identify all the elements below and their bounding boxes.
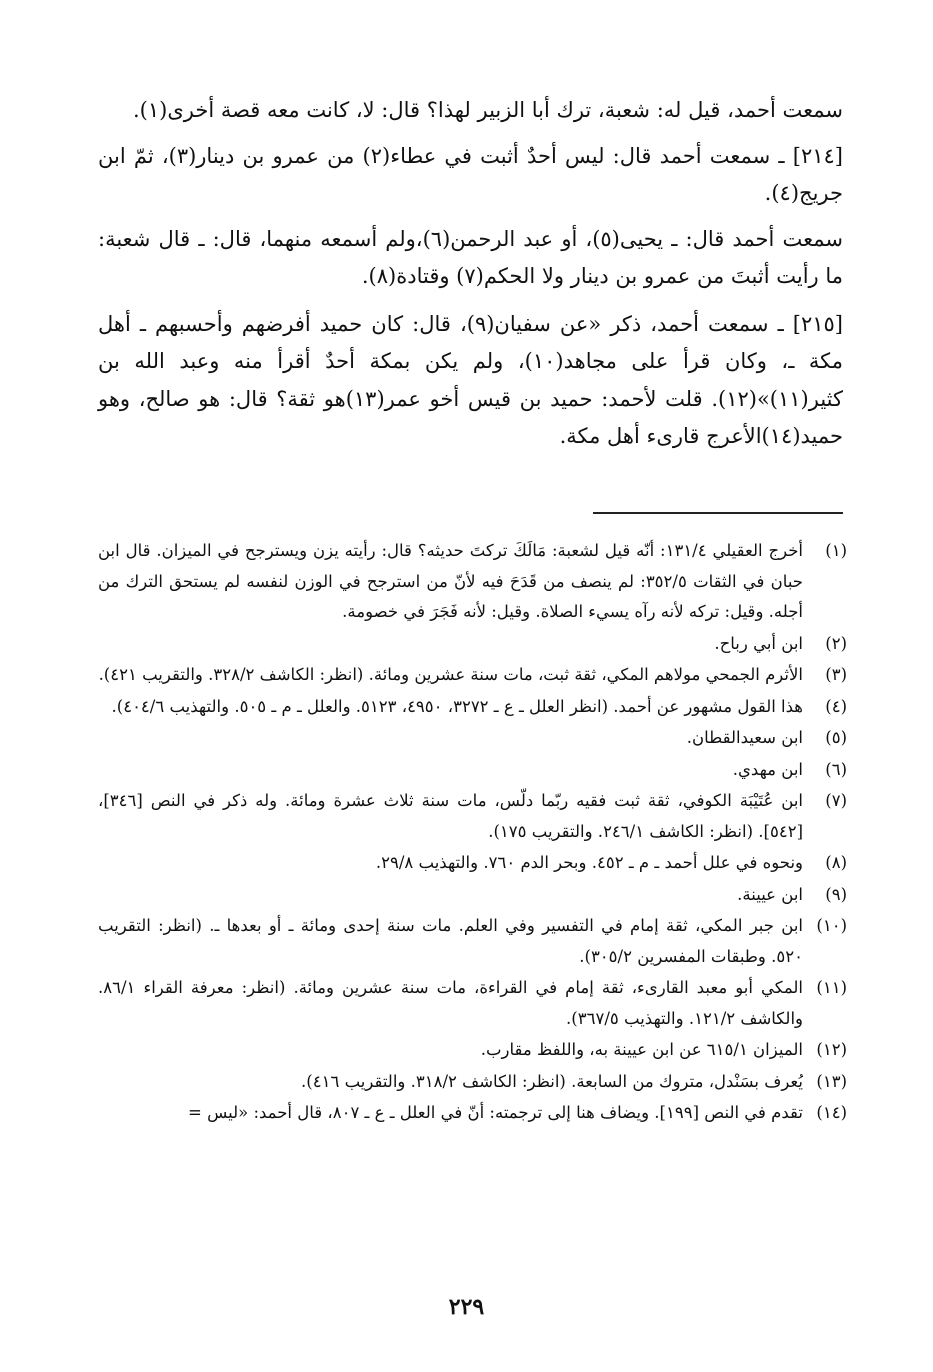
footnote-text: الميزان ٦١٥/١ عن ابن عيينة به، واللفظ مقارب. xyxy=(480,1040,803,1059)
footnote-number: (١٢) xyxy=(816,1040,847,1059)
footnote xyxy=(98,973,847,1034)
footnote xyxy=(98,786,847,847)
footnote-text: ابن سعيدالقطان. xyxy=(686,728,803,747)
main-paragraph: سمعت أحمد قال: ـ يحيى(٥)، أو عبد الرحمن(٦)،ولم أسمعه منهما، قال: ـ قال شعبة: ما رأيت أثبتَ من عمرو بن دينار ولا الحكم(٧) وقتادة(٨). xyxy=(98,226,843,288)
footnote xyxy=(98,911,847,972)
footnote-text: ابن جبر المكي، ثقة إمام في التفسير وفي العلم. مات سنة إحدى ومائة ـ أو بعدها ـ. (انظر: التقريب ٥٢٠. وطبقات المفسرين ٣٠٥/٢). xyxy=(98,916,803,966)
footnote-number: (٤) xyxy=(825,696,847,716)
footnote-number: (٩) xyxy=(825,884,847,904)
main-text xyxy=(98,92,843,456)
footnote-text: الأثرم الجمحي مولاهم المكي، ثقة ثبت، مات سنة عشرين ومائة. (انظر: الكاشف ٣٢٨/٢. والتقريب ٤٢١). xyxy=(98,665,803,684)
footnote-number: (١١) xyxy=(816,978,847,997)
footnote xyxy=(98,629,847,660)
main-paragraph: [٢١٥] ـ سمعت أحمد، ذكر «عن سفيان(٩)، قال: كان حميد أفرضهم وأحسبهم ـ أهل مكة ـ، وكان قرأ على مجاهد(١٠)، ولم يكن بمكة أحدٌ أقرأ منه وعبد الله بن كثير(١١)»(١٢). قلت لأحمد: حميد بن قيس أخو عمر(١٣)هو ثقة؟ قال: هو صالح، وهو حميد(١٤)الأعرج قارىء أهل مكة. xyxy=(98,311,844,448)
footnote-text: أخرج العقيلي ١٣١/٤: أنّه قيل لشعبة: مَالَكَ تركتَ حديثه؟ قال: رأيته يزن ويسترجح في الميزان. قال ابن حبان في الثقات ٣٥٢/٥: لم ينصف من قَدَحَ فيه لأنّ من استرجح في الوزن لنفسه لم يستحق الترك من أجله. وقيل: تركه لأنه رآه يسيء الصلاة. وقيل: لأنه فَجَرَ في خصومة. xyxy=(98,541,803,621)
footnote-text: ابن عيينة. xyxy=(737,884,803,904)
footnote-number: (١٠) xyxy=(816,916,847,935)
footnote-number: (٨) xyxy=(825,853,847,872)
footnote xyxy=(98,1067,847,1098)
footnote-text: يُعرف بسَنْدل، متروك من السابعة. (انظر: الكاشف ٣١٨/٢. والتقريب ٤١٦). xyxy=(301,1071,803,1091)
footnote-text: المكي أبو معبد القارىء، ثقة إمام في القراءة، مات سنة عشرين ومائة. (انظر: معرفة القراء ٨٦/١. والكاشف ١٢١/٢. والتهذيب ٣٦٧/٥). xyxy=(98,978,803,1028)
footnote xyxy=(98,660,847,691)
footnote xyxy=(98,723,847,754)
main-paragraph: [٢١٤] ـ سمعت أحمد قال: ليس أحدٌ أثبت في عطاء(٢) من عمرو بن دينار(٣)، ثمّ ابن جريج(٤). xyxy=(98,143,843,205)
footnote-number: (١٣) xyxy=(816,1071,847,1091)
footnote-text: ابن عُتَيْبَة الكوفي، ثقة ثبت فقيه ربّما دلّس، مات سنة ثلاث عشرة ومائة. وله ذكر في النص [٣٤٦]، [٥٤٢]. (انظر: الكاشف ٢٤٦/١. والتقريب ١٧٥). xyxy=(98,791,803,841)
footnote xyxy=(98,848,847,879)
footnote-number: (٦) xyxy=(825,759,847,779)
page-number: ٢٢٩ xyxy=(448,1294,485,1320)
footnote xyxy=(98,755,847,786)
footnote-text: هذا القول مشهور عن أحمد. (انظر العلل ـ ع ـ ٣٢٧٢، ٤٩٥٠، ٥١٢٣. والعلل ـ م ـ ٥٠٥. والتهذيب ٤٠٤/٦). xyxy=(111,696,803,716)
footnote xyxy=(98,880,847,911)
footnotes xyxy=(98,536,847,1130)
footnote-separator xyxy=(593,512,843,514)
footnote xyxy=(98,1098,847,1129)
footnote xyxy=(98,1035,847,1066)
footnote-number: (١٤) xyxy=(816,1103,847,1122)
footnote-text: تقدم في النص [١٩٩]. ويضاف هنا إلى ترجمته: أنّ في العلل ـ ع ـ ٨٠٧، قال أحمد: «ليس = xyxy=(188,1103,803,1122)
footnote-number: (١) xyxy=(825,541,847,560)
footnote-number: (٧) xyxy=(825,791,847,810)
footnote-text: ونحوه في علل أحمد ـ م ـ ٤٥٢. وبحر الدم ٧٦٠. والتهذيب ٢٩/٨. xyxy=(375,853,803,872)
footnote-number: (٣) xyxy=(825,665,847,684)
footnote xyxy=(98,692,847,723)
main-paragraph: سمعت أحمد، قيل له: شعبة، ترك أبا الزبير لهذا؟ قال: لا، كانت معه قصة أخرى(١). xyxy=(132,98,843,122)
footnote xyxy=(98,536,847,628)
footnote-number: (٢) xyxy=(825,633,847,653)
footnote-number: (٥) xyxy=(825,728,847,747)
footnote-text: ابن أبي رباح. xyxy=(714,633,803,653)
footnote-text: ابن مهدي. xyxy=(732,759,803,779)
